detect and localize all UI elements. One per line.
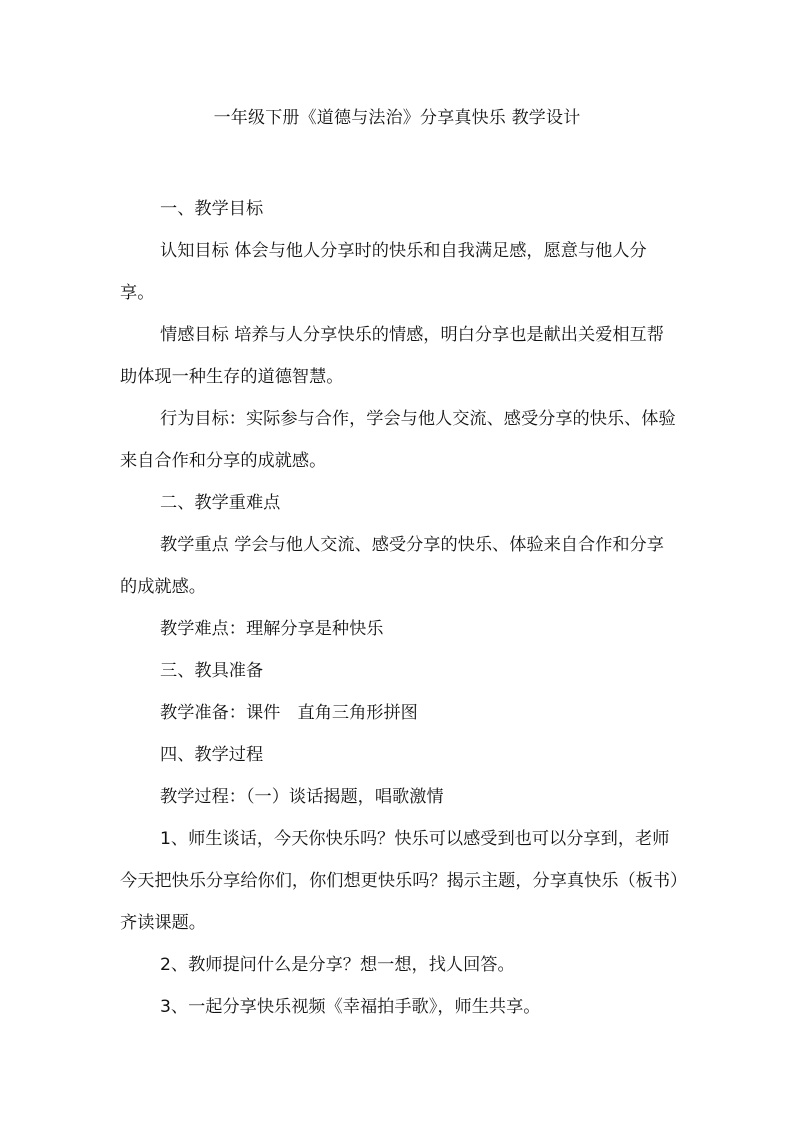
section-heading-materials: 三、教具准备 — [160, 661, 264, 681]
paragraph-emotional-goal: 情感目标 培养与人分享快乐的情感，明白分享也是献出关爱相互帮助体现一种生存的道德智慧。 — [120, 325, 664, 387]
paragraph-behavior-goal: 行为目标：实际参与合作，学会与他人交流、感受分享的快乐、体验来自合作和分享的成就感。 — [120, 409, 676, 471]
section-heading-objectives: 一、教学目标 — [160, 199, 264, 219]
paragraph-step-3: 3、一起分享快乐视频《幸福拍手歌》，师生共享。 — [160, 997, 541, 1017]
paragraph-teaching-focus: 教学重点 学会与他人交流、感受分享的快乐、体验来自合作和分享的成就感。 — [120, 535, 664, 597]
paragraph-step-2: 2、教师提问什么是分享？想一想，找人回答。 — [160, 955, 515, 975]
section-heading-key-points: 二、教学重难点 — [160, 493, 281, 513]
document-body — [120, 188, 680, 1028]
paragraph-process-intro: 教学过程：（一）谈话揭题，唱歌激情 — [160, 787, 444, 807]
paragraph-cognitive-goal: 认知目标 体会与他人分享时的快乐和自我满足感，愿意与他人分享。 — [120, 241, 647, 303]
document-title: 一年级下册《道德与法治》分享真快乐 教学设计 — [213, 108, 581, 128]
paragraph-step-1: 1、师生谈话，今天你快乐吗？快乐可以感受到也可以分享到，老师今天把快乐分享给你们，你们想更快乐吗？揭示主题，分享真快乐（板书）齐读课题。 — [120, 829, 679, 933]
paragraph-teaching-difficulty: 教学难点：理解分享是种快乐 — [160, 619, 384, 639]
paragraph-materials: 教学准备：课件 直角三角形拼图 — [160, 703, 418, 723]
section-heading-process: 四、教学过程 — [160, 745, 264, 765]
